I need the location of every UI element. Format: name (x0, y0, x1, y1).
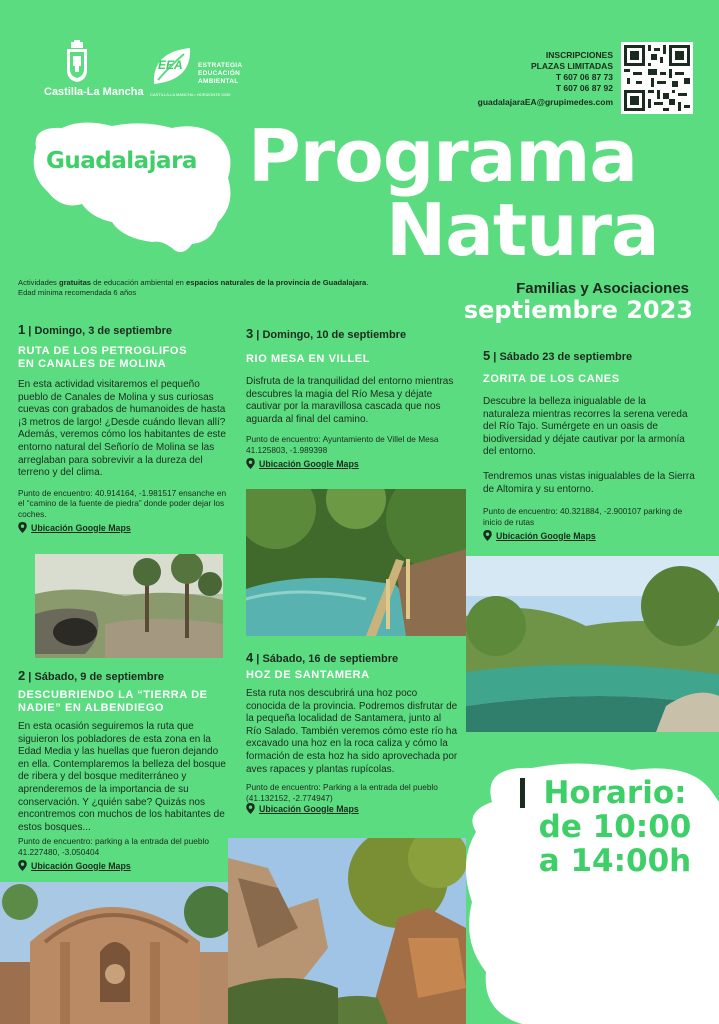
event-5-day: Sábado 23 de septiembre (499, 351, 633, 363)
event-5 (483, 348, 695, 541)
location-pin-icon (246, 803, 255, 814)
event-2-number: 2 (18, 668, 26, 683)
event-1-meeting-point: Punto de encuentro: 40.914164, -1.981517 ensanche en el “camino de la fuente de piedra” donde poder dejar los coches. (18, 487, 227, 519)
intro-part3: . (366, 278, 369, 287)
event-3-maps-link[interactable] (246, 458, 458, 469)
event-4-title: HOZ DE SANTAMERA (246, 669, 370, 681)
event-4-day: Sábado, 16 de septiembre (262, 653, 399, 665)
contact-block (478, 50, 613, 108)
intro-part1: Actividades (18, 278, 59, 287)
event-1-title (18, 345, 230, 371)
schedule-line3: a 14:00h (538, 843, 692, 879)
event-1-day: Domingo, 3 de septiembre (34, 325, 172, 337)
event-5-description-2: Tendremos unas vistas inigualables de la Sierra de Altomira y su entorno. (483, 470, 695, 495)
program-title-line2: Natura (386, 188, 659, 272)
event-1-description: En esta actividad visitaremos el pequeño pueblo de Canales de Molina y sus curiosas cuevas con grabados de humanoides de hasta ¡3 metros de largo! ¿Desde cuándo llevan allí? Además, veremos cómo los habitantes de este entorno natural del Señorío de Molina se las arreglaban para sobrevivir a la dureza del terreno y del clima. (18, 379, 226, 479)
intro-line2: Edad mínima recomendada 6 años (18, 288, 137, 297)
event-5-description: Descubre la belleza inigualable de la naturaleza mientras recorres la serena vereda del Río Tajo. Sumérgete en un oasis de biodiversidad y déjate cautivar por la armonía del entorno. (483, 396, 688, 458)
location-pin-icon (18, 522, 27, 533)
event-5-photo (466, 556, 719, 732)
event-3-heading: 3 | Domingo, 10 de septiembre (246, 326, 407, 341)
schedule-block (530, 776, 700, 878)
coat-of-arms-icon (44, 40, 110, 84)
program-title-line1: Programa (248, 114, 637, 198)
event-2-heading: 2 | Sábado, 9 de septiembre (18, 668, 165, 683)
schedule-line2: de 10:00 (538, 809, 692, 845)
event-2-title-line2: NADIE” EN ALBENDIEGO (18, 702, 165, 714)
phone-2[interactable]: T 607 06 87 92 (555, 83, 613, 93)
event-1-maps-label: Ubicación Google Maps (31, 522, 131, 533)
schedule-line1: Horario: (543, 775, 687, 811)
event-2-description: En esta ocasión seguiremos la ruta que siguieron los pobladores de esta zona en la Edad Media y las huellas que fueron dejando en ella. Contemplaremos la belleza del bosque de ribera y del bosque mediterráneo y aprenderemos de la importancia de su conservación. Y ¿quién sabe? Quizás nos encontremos con muchos de los habitantes de estos bosques... (18, 721, 226, 833)
event-5-maps-label: Ubicación Google Maps (496, 530, 596, 541)
eea-logo-label: EEA (158, 58, 183, 72)
event-5-heading: 5 | Sábado 23 de septiembre (483, 348, 633, 363)
event-1-title-line2: EN CANALES DE MOLINA (18, 358, 167, 370)
eea-text-line1: ESTRATEGIA (198, 62, 243, 69)
event-4-heading: 4 | Sábado, 16 de septiembre (246, 650, 399, 665)
qr-code-icon (621, 42, 693, 114)
province-title: Guadalajara (46, 148, 197, 174)
event-1-number: 1 (18, 322, 26, 337)
guadalajara-blob (22, 118, 238, 260)
event-1-maps-link[interactable] (18, 522, 230, 533)
event-1-photo (35, 554, 223, 658)
location-pin-icon (18, 860, 27, 871)
eea-text-line2: EDUCACIÓN (198, 70, 241, 77)
event-3-number: 3 (246, 326, 254, 341)
intro-bold1: gratuitas (58, 278, 92, 287)
event-5-maps-link[interactable] (483, 530, 695, 541)
eea-subtext: CASTILLA-LA MANCHA • HORIZONTE 2030 (150, 92, 231, 97)
qr-code[interactable] (621, 42, 693, 114)
event-2-maps-link[interactable] (18, 860, 230, 871)
event-2 (18, 668, 230, 871)
event-1-heading: 1 | Domingo, 3 de septiembre (18, 322, 172, 337)
event-3-photo (246, 489, 466, 636)
date-label: septiembre 2023 (463, 296, 693, 324)
location-pin-icon (483, 530, 492, 541)
event-1-title-line1: RUTA DE LOS PETROGLIFOS (18, 345, 188, 357)
event-4-maps-label: Ubicación Google Maps (259, 803, 359, 814)
email-link[interactable]: guadalajaraEA@grupimedes.com (477, 97, 613, 107)
intro-text (18, 278, 438, 298)
event-4-number: 4 (246, 650, 254, 665)
event-2-day: Sábado, 9 de septiembre (34, 671, 165, 683)
phone-1[interactable]: T 607 06 87 73 (555, 72, 613, 82)
jccm-logo-label: Castilla-La Mancha (44, 86, 144, 98)
location-pin-icon (246, 458, 255, 469)
event-4-description: Esta ruta nos descubrirá una hoz poco conocida de la provincia. Podremos disfrutar de la pequeña localidad de Santamera, junto al Río Salado. También veremos cómo este río ha excavado una hoz en la roca caliza y cómo la formación de esta hoz ha sido aprovechada por aves rapaces y plantas rupícolas. (246, 688, 458, 775)
event-3-maps-label: Ubicación Google Maps (259, 458, 359, 469)
audience-label: Familias y Asociaciones (516, 280, 689, 297)
event-4 (246, 650, 458, 814)
event-3 (246, 326, 458, 469)
schedule-bar (520, 778, 525, 808)
event-1 (18, 322, 230, 533)
eea-text (198, 62, 242, 86)
intro-bold2: espacios naturales de la provincia de Guadalajara (186, 278, 367, 287)
eea-logo (150, 44, 260, 100)
event-2-title (18, 689, 230, 715)
event-2-maps-label: Ubicación Google Maps (31, 860, 131, 871)
event-3-title: RIO MESA EN VILLEL (246, 353, 371, 365)
event-5-number: 5 (483, 348, 491, 363)
event-4-maps-link[interactable] (246, 803, 458, 814)
event-3-meeting-point: Punto de encuentro: Ayuntamiento de Villel de Mesa 41.125803, -1.989398 (246, 434, 439, 455)
jccm-logo (44, 40, 144, 100)
event-5-meeting-point: Punto de encuentro: 40.321884, -2.900107 parking de inicio de rutas (483, 506, 683, 527)
eea-text-line3: AMBIENTAL (198, 78, 239, 85)
event-2-photo (0, 882, 232, 1024)
event-3-day: Domingo, 10 de septiembre (262, 329, 407, 341)
event-2-title-line1: DESCUBRIENDO LA “TIERRA DE (18, 689, 208, 701)
contact-line1: INSCRIPCIONES (545, 50, 613, 60)
event-3-description: Disfruta de la tranquilidad del entorno mientras descubres la magia del Río Mesa y déjate cautivar por la maravillosa cascada que nos aguarda al final del camino. (246, 376, 454, 425)
contact-line2: PLAZAS LIMITADAS (530, 61, 613, 71)
event-2-meeting-point: Punto de encuentro: parking a la entrada del pueblo 41.227480, -3.050404 (18, 836, 209, 857)
event-5-title: ZORITA DE LOS CANES (483, 373, 620, 385)
intro-part2: de educación ambiental en (91, 278, 187, 287)
event-4-meeting-point: Punto de encuentro: Parking a la entrada del pueblo (41.132152, -2.774947) (246, 782, 438, 803)
event-4-photo (228, 838, 466, 1024)
